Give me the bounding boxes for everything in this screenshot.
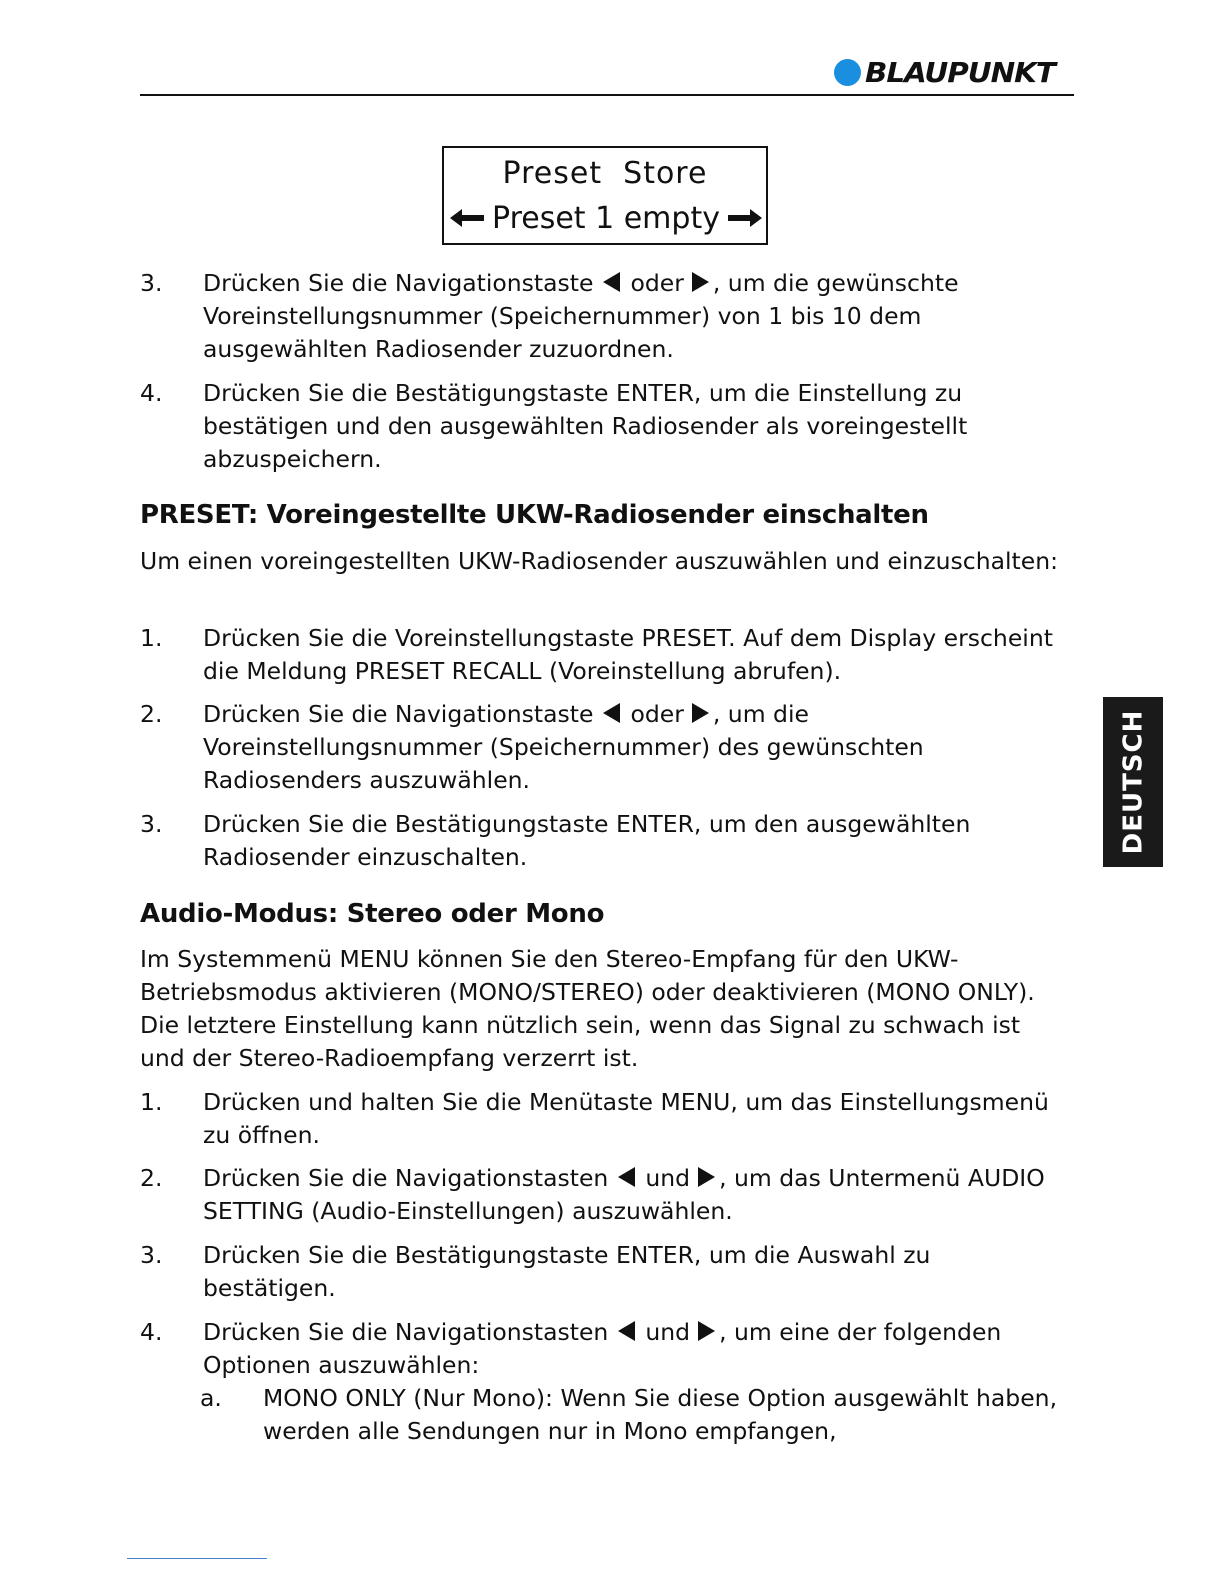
section-heading: PRESET: Voreingestellte UKW-Radiosender einschalten <box>140 500 929 530</box>
left-arrow-icon <box>450 208 486 228</box>
brand-logo <box>834 54 1055 90</box>
display-line-2-text: Preset 1 empty <box>492 200 720 236</box>
display-line-1: Preset Store <box>502 156 708 191</box>
nav-right-icon <box>692 272 709 292</box>
step-number: 2. <box>140 1164 163 1192</box>
lcd-display <box>442 146 768 245</box>
display-line-2 <box>450 198 762 238</box>
nav-left-icon <box>603 703 620 723</box>
nav-right-icon <box>698 1321 715 1341</box>
nav-left-icon <box>603 272 620 292</box>
brand-dot-icon <box>834 59 861 86</box>
step-number: 1. <box>140 1088 163 1116</box>
step-text: Drücken Sie die Navigationstaste oder , um die Voreinstellungsnummer (Speichernummer) des gewünschten Radiosenders auszuwählen. <box>203 700 924 794</box>
language-tab-label: DEUTSCH <box>1118 709 1149 855</box>
step-number: 3. <box>140 1241 163 1269</box>
step-text: Drücken Sie die Navigationstasten und , um das Untermenü AUDIO SETTING (Audio-Einstellungen) auszuwählen. <box>203 1164 1045 1225</box>
right-arrow-icon <box>726 208 762 228</box>
section-intro: Im Systemmenü MENU können Sie den Stereo-Empfang für den UKW-Betriebsmodus aktivieren (MONO/STEREO) oder deaktivieren (MONO ONLY). Die letztere Einstellung kann nützlich sein, wenn das Signal zu schwach ist und der Stereo-Radioempfang verzerrt ist. <box>140 945 1035 1072</box>
step-number: 3. <box>140 810 163 838</box>
header-rule <box>140 94 1074 96</box>
step-text: Drücken und halten Sie die Menütaste MENU, um das Einstellungsmenü zu öffnen. <box>203 1088 1049 1149</box>
step-text: Drücken Sie die Bestätigungstaste ENTER, um den ausgewählten Radiosender einzuschalten. <box>203 810 971 871</box>
step-text: Drücken Sie die Bestätigungstaste ENTER, um die Einstellung zu bestätigen und den ausgewählten Radiosender als voreingestellt abzuspeichern. <box>203 379 968 473</box>
brand-name: BLAUPUNKT <box>865 55 1055 89</box>
step-number: 4. <box>140 1318 163 1346</box>
step-text: Drücken Sie die Navigationstaste oder , um die gewünschte Voreinstellungsnummer (Speichernummer) von 1 bis 10 dem ausgewählten Radiosender zuzuordnen. <box>203 269 959 363</box>
step-number: 2. <box>140 700 163 728</box>
language-tab <box>1103 697 1163 867</box>
step-text: Drücken Sie die Navigationstasten und , um eine der folgenden Optionen auszuwählen: <box>203 1318 1002 1379</box>
step-number: 1. <box>140 624 163 652</box>
step-number: 4. <box>140 379 163 407</box>
step-number: 3. <box>140 269 163 297</box>
sub-item-letter: a. <box>200 1384 222 1412</box>
nav-left-icon <box>618 1167 635 1187</box>
step-text: Drücken Sie die Voreinstellungstaste PRESET. Auf dem Display erscheint die Meldung PRESET RECALL (Voreinstellung abrufen). <box>203 624 1053 685</box>
nav-right-icon <box>692 703 709 723</box>
footer-rule <box>127 1558 267 1559</box>
sub-item-text: MONO ONLY (Nur Mono): Wenn Sie diese Option ausgewählt haben, werden alle Sendungen nur in Mono empfangen, <box>263 1384 1058 1445</box>
section-intro: Um einen voreingestellten UKW-Radiosender auszuwählen und einzuschalten: <box>140 547 1059 575</box>
step-text: Drücken Sie die Bestätigungstaste ENTER, um die Auswahl zu bestätigen. <box>203 1241 931 1302</box>
nav-left-icon <box>618 1321 635 1341</box>
section-heading: Audio-Modus: Stereo oder Mono <box>140 899 605 929</box>
nav-right-icon <box>698 1167 715 1187</box>
